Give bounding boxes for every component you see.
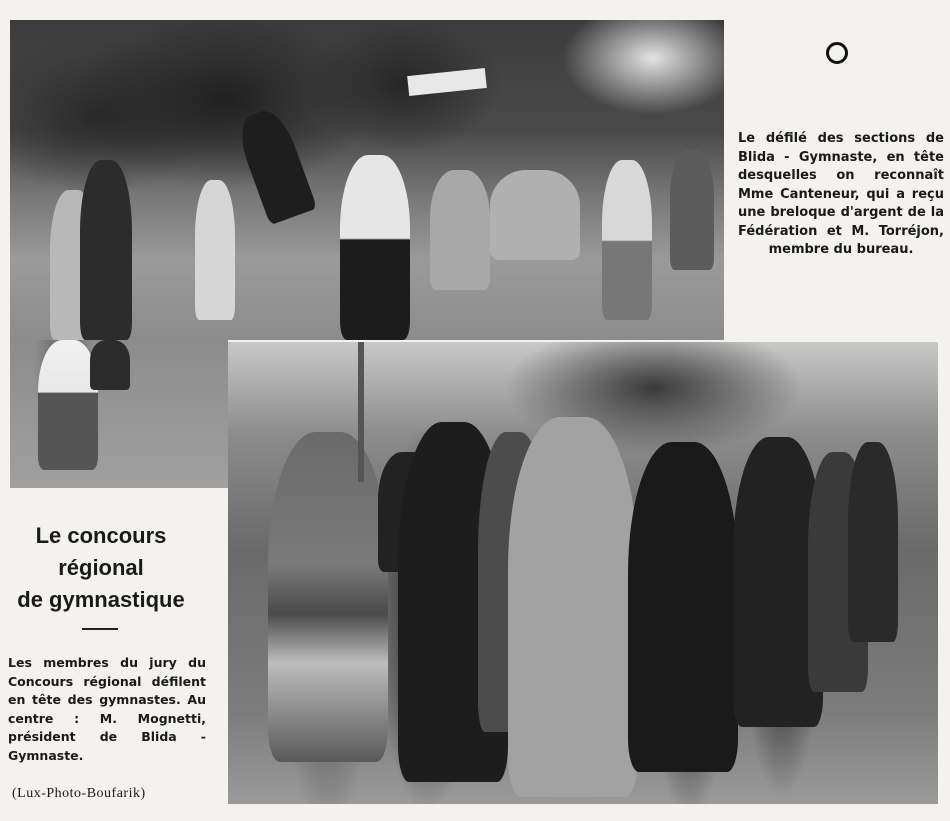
headline-line-1: Le concours [35,523,167,548]
marcher-figure [90,340,130,390]
marcher-figure [233,105,318,225]
article-headline [6,520,196,616]
marcher-figure [430,170,490,290]
parade-caption: Le défilé des sections de Blida - Gymnaste, en tête desquelles on reconnaît Mme Canteneur, qui a reçu une breloque d'argent de la Fédération et M. Torréjon, membre du bureau. [738,131,944,257]
jury-caption: Les membres du jury du Concours régional défilent en tête des gymnastes. Au centre : M. Mognetti, président de Blida - Gymnaste. [8,655,206,763]
headline-line-2: régional [58,555,144,580]
headline-line-3: de gymnastique [17,587,185,612]
headline-divider [82,628,118,630]
parade-photo [10,20,724,340]
photo-credit: (Lux-Photo-Boufarik) [12,786,146,801]
marcher-figure [80,160,132,340]
jury-member-figure [508,417,638,797]
marcher-figure [195,180,235,320]
marcher-figure [602,160,652,320]
flag-bearer-figure [38,340,98,470]
jury-photo [228,342,938,804]
parade-banner [407,68,487,96]
circle-ornament [826,42,848,64]
marcher-figure [490,170,580,260]
jury-member-figure [628,442,738,772]
flagpole [358,342,364,482]
marcher-figure [670,150,714,270]
marcher-figure [340,155,410,340]
parade-photo-extension [10,340,228,488]
jury-member-figure [848,442,898,642]
jury-member-figure [268,432,388,762]
